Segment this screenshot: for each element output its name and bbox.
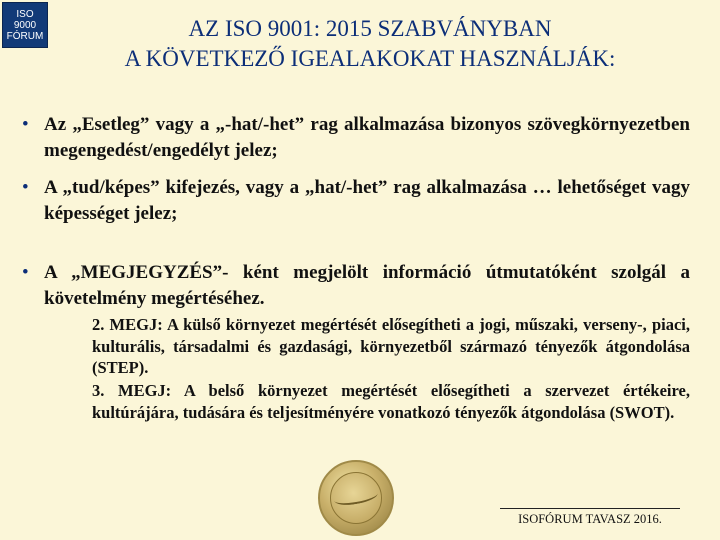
bullet-marker: • bbox=[22, 114, 29, 135]
bullet-text: A „MEGJEGYZÉS”- ként megjelölt információ útmutatóként szolgál a követelmény megértéséhez. bbox=[44, 262, 690, 309]
bullet-marker: • bbox=[22, 262, 29, 283]
bullet-text: A „tud/képes” kifejezés, vagy a „hat/-het” rag alkalmazása … lehetőséget vagy képességet jelez; bbox=[44, 177, 690, 224]
logo-line-2: 9000 bbox=[13, 19, 37, 31]
medal-image bbox=[318, 460, 394, 536]
title-line-1: AZ ISO 9001: 2015 SZABVÁNYBAN bbox=[188, 16, 552, 41]
bullet-item bbox=[22, 112, 690, 164]
bullet-item bbox=[22, 260, 690, 312]
note-2: 2. MEGJ: A külső környezet megértését elősegítheti a jogi, műszaki, verseny-, piaci, kulturális, társadalmi és gazdasági, környezetből származó tényezők átgondolása (STEP). bbox=[92, 315, 690, 377]
slide-title bbox=[40, 14, 700, 74]
title-line-2: A KÖVETKEZŐ IGEALAKOKAT HASZNÁLJÁK: bbox=[124, 46, 616, 71]
bullet-item bbox=[22, 175, 690, 227]
logo-line-1: ISO bbox=[16, 8, 34, 20]
note-3: 3. MEGJ: A belső környezet megértését elősegítheti a szervezet értékeire, kultúrájára, tudására és teljesítményére vonatkozó tényezők átgondolása (SWOT). bbox=[92, 381, 690, 422]
footer-caption: ISOFÓRUM TAVASZ 2016. bbox=[500, 508, 680, 527]
bullet-text: Az „Esetleg” vagy a „-hat/-het” rag alkalmazása bizonyos szövegkörnyezetben megengedést/engedélyt jelez; bbox=[44, 114, 690, 161]
logo-line-3: FÓRUM bbox=[6, 30, 44, 42]
bullet-marker: • bbox=[22, 177, 29, 198]
